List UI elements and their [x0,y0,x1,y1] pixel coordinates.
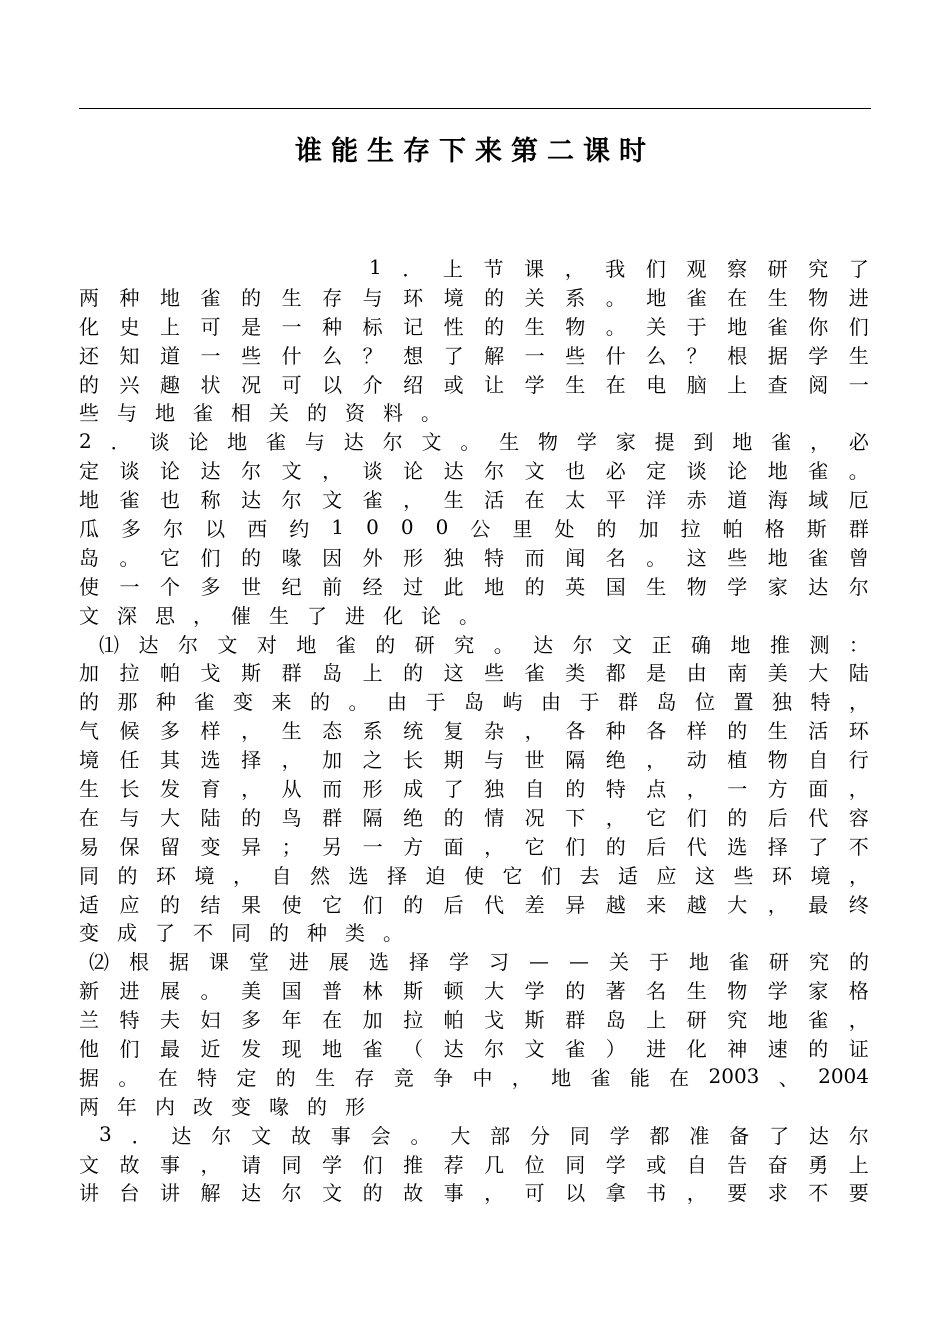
text-line: 两 种 地 雀 的 生 存 与 环 境 的 关 系 。 地 雀 在 生 物 进 [79,285,869,310]
text-line: 化 史 上 可 是 一 种 标 记 性 的 生 物 。 关 于 地 雀 你 们 [79,314,869,339]
text-line: 同 的 环 境 ， 自 然 选 择 迫 使 它 们 去 适 应 这 些 环 境 ， [79,863,869,888]
text-line: 境 任 其 选 择 ， 加 之 长 期 与 世 隔 绝 ， 动 植 物 自 行 [79,748,869,773]
text-line: 加 拉 帕 戈 斯 群 岛 上 的 这 些 雀 类 都 是 由 南 美 大 陆 [79,661,869,686]
text-line: 新 进 展 。 美 国 普 林 斯 顿 大 学 的 著 名 生 物 学 家 格 [79,979,869,1004]
text-line: 气 候 多 样 ， 生 态 系 统 复 杂 ， 各 种 各 样 的 生 活 环 [79,719,869,744]
document-title: 谁能生存下来第二课时 [295,136,655,167]
text-line: 讲 台 讲 解 达 尔 文 的 故 事 ， 可 以 拿 书 ， 要 求 不 要 [79,1181,869,1206]
text-line: 些 与 地 雀 相 关 的 资 料 。 [79,401,441,426]
text-line: ⑴ 达 尔 文 对 地 雀 的 研 究 。 达 尔 文 正 确 地 推 测 ： [99,632,869,657]
text-line: 还 知 道 一 些 什 么 ？ 想 了 解 一 些 什 么 ？ 根 据 学 生 [79,343,869,368]
text-line: 地 雀 也 称 达 尔 文 雀 ， 生 活 在 太 平 洋 赤 道 海 域 厄 [79,488,869,513]
document-body [79,253,869,1206]
text-line: 变 成 了 不 同 的 种 类 。 [79,921,403,946]
text-line: 3 ． 达 尔 文 故 事 会 。 大 部 分 同 学 都 准 备 了 达 尔 [99,1122,869,1148]
text-line: 适 应 的 结 果 使 它 们 的 后 代 差 异 越 来 越 大 ， 最 终 [79,892,869,917]
text-line: 的 兴 趣 状 况 可 以 介 绍 或 让 学 生 在 电 脑 上 查 阅 一 [79,372,869,397]
text-line: 两 年 内 改 变 喙 的 形 [79,1094,365,1119]
text-line: 在 与 大 陆 的 鸟 群 隔 绝 的 情 况 下 ， 它 们 的 后 代 容 [79,805,869,830]
text-line: 岛 。 它 们 的 喙 因 外 形 独 特 而 闻 名 。 这 些 地 雀 曾 [79,545,869,570]
text-line: 易 保 留 变 异 ； 另 一 方 面 ， 它 们 的 后 代 选 择 了 不 [79,834,869,859]
text-line: 生 长 发 育 ， 从 而 形 成 了 独 自 的 特 点 ， 一 方 面 ， [79,776,869,801]
text-line: 1 ． 上 节 课 ， 我 们 观 察 研 究 了 [369,255,869,281]
text-line: 文 故 事 ， 请 同 学 们 推 荐 几 位 同 学 或 自 告 奋 勇 上 [79,1152,869,1177]
text-line: 兰 特 夫 妇 多 年 在 加 拉 帕 戈 斯 群 岛 上 研 究 地 雀 ， [79,1008,869,1033]
text-line: 文 深 思 ， 催 生 了 进 化 论 。 [79,603,479,628]
text-line: 他 们 最 近 发 现 地 雀 （ 达 尔 文 雀 ） 进 化 神 速 的 证 [79,1037,869,1061]
text-line: 瓜 多 尔 以 西 约 1 0 0 0 公 里 处 的 加 拉 帕 格 斯 群 [79,515,869,541]
text-line: 使 一 个 多 世 纪 前 经 过 此 地 的 英 国 生 物 学 家 达 尔 [79,574,869,599]
text-line: 定 谈 论 达 尔 文 ， 谈 论 达 尔 文 也 必 定 谈 论 地 雀 。 [79,459,869,484]
text-line: ⑵ 根 据 课 堂 进 展 选 择 学 习 — — 关 于 地 雀 研 究 的 [89,948,869,975]
text-line: 的 那 种 雀 变 来 的 。 由 于 岛 屿 由 于 群 岛 位 置 独 特 ， [79,690,869,715]
header-rule [79,108,871,109]
text-line: 2 ． 谈 论 地 雀 与 达 尔 文 。 生 物 学 家 提 到 地 雀 ， 必 [79,428,869,455]
text-line: 据 。 在 特 定 的 生 存 竞 争 中 ， 地 雀 能 在 2003 、 2004 [79,1064,869,1090]
